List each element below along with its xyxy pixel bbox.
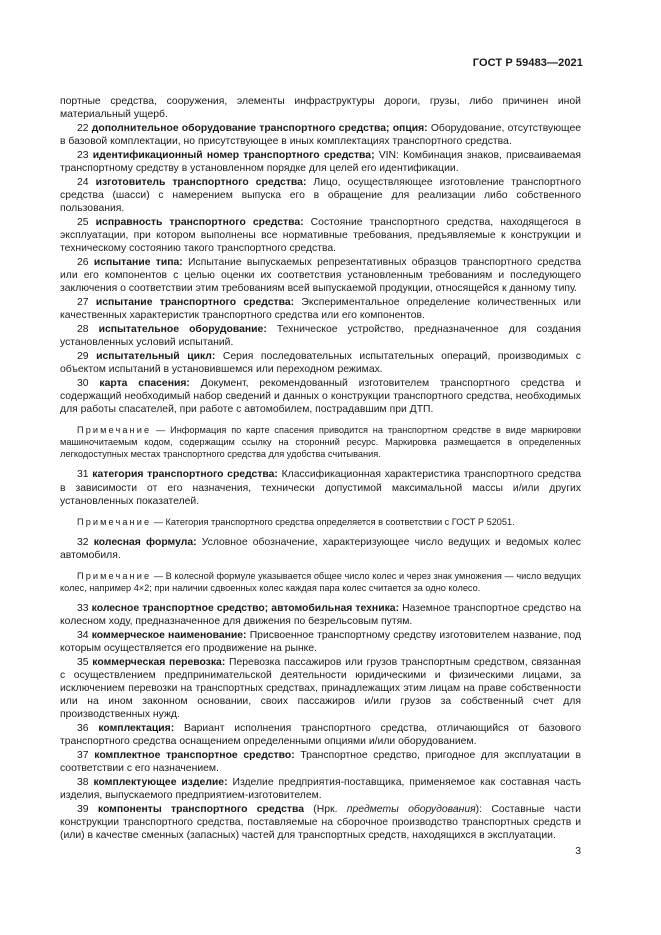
definition-37 <box>60 749 581 775</box>
intro-paragraph: портные средства, сооружения, элементы инфраструктуры дороги, грузы, либо причинен иной материальный ущерб. <box>60 96 581 121</box>
term-name: дополнительное оборудование транспортного средства; опция: <box>91 122 428 134</box>
definition-24 <box>60 176 581 215</box>
definition-30 <box>60 377 581 416</box>
term-definition: Транспортное средство, пригодное для эксплуатации в соответствии с его назначением. <box>60 750 582 775</box>
term-name: карта спасения: <box>99 378 190 390</box>
term-number: 34 <box>77 629 89 641</box>
term-definition: Оборудование, отсутствующее в базовой комплектации, но присутствующее в иных комплектациях транспортного средства. <box>60 122 582 148</box>
term-number: 35 <box>77 656 89 668</box>
definition-33 <box>60 602 581 628</box>
definition-28 <box>60 323 581 349</box>
term-number: 39 <box>77 804 89 816</box>
note-label: Примечание <box>77 570 152 581</box>
page-number: 3 <box>575 846 581 857</box>
term-definition: Классификационная характеристика транспортного средства в зависимости от его назначения, технически допустимой максимальной массы и/или других установленных показателей. <box>60 469 582 507</box>
term-name: идентификационный номер транспортного средства; <box>92 149 375 161</box>
term-definition: Состояние транспортного средства, находящегося в эксплуатации, при котором выполнены все нормативные требования, предъявляемые к конструкции и техническому состоянию такого транспортного средства. <box>60 217 582 255</box>
term-number: 30 <box>77 378 89 390</box>
term-name: компоненты транспортного средства <box>97 804 304 816</box>
term-number: 22 <box>77 122 89 134</box>
note-text: — В колесной формуле указывается общее число колес и через знак умножения — число ведущих колес, например 4×2; при наличии сдвоенных колес каждая пара колес считается за одно колесо. <box>60 570 581 593</box>
term-number: 33 <box>77 602 89 614</box>
term-name: коммерческое наименование: <box>91 629 247 641</box>
definition-32 <box>60 536 581 562</box>
term-definition: Условное обозначение, характеризующее число ведущих и ведомых колес автомобиля. <box>60 536 581 561</box>
term-number: 24 <box>77 176 89 188</box>
term-number: 31 <box>77 469 89 481</box>
term-number: 36 <box>77 723 89 735</box>
term-name: испытание типа: <box>93 257 183 269</box>
term-name: испытательный цикл: <box>96 351 216 363</box>
term-name: испытательное оборудование: <box>98 324 267 336</box>
term-name: колесная формула: <box>93 536 197 548</box>
term-number: 32 <box>77 536 89 548</box>
term-number: 23 <box>77 149 89 161</box>
note-32 <box>60 570 581 594</box>
term-definition: Перевозка пассажиров или грузов транспортным средством, связанная с осуществлением предпринимательской деятельности юридическими и физическими лицами, за исключением перевозки на транспортных средствах, принадлежащих этим лицам на праве собственности или на ином законном основании, своих пассажиров и/или грузов за собственный счет для производственных нужд. <box>60 656 582 721</box>
note-label: Примечание <box>77 425 152 436</box>
term-definition: Серия последовательных испытательных операций, производимых с объектом испытаний в установившемся или переходном режимах. <box>60 351 581 376</box>
term-name: исправность транспортного средства: <box>95 217 304 229</box>
term-definition: Документ, рекомендованный изготовителем транспортного средства и содержащий необходимый набор сведений и данных о конструкции транспортного средства, необходимых для работы спасателей, при работе с автомобилем, пострадавшим при ДТП. <box>60 378 582 416</box>
term-number: 28 <box>77 324 89 336</box>
term-definition: VIN: Комбинация знаков, присваиваемая транспортному средству в установленном порядке для целей его идентификации. <box>60 149 581 175</box>
term-definition: Лицо, осуществляющее изготовление транспортного средства (шасси) с намерением выпуска его в обращение для реализации либо собственного пользования. <box>60 176 582 215</box>
term-definition: Присвоенное транспортному средству изготовителем название, под которым осуществляется его продвижение на рынке. <box>60 629 582 654</box>
definition-25 <box>60 216 581 255</box>
definition-29 <box>60 350 581 376</box>
standard-designation: ГОСТ Р 59483—2021 <box>472 57 583 69</box>
definition-22 <box>60 122 581 148</box>
term-number: 38 <box>77 777 89 789</box>
term-name: колесное транспортное средство; автомобильная техника: <box>91 602 400 614</box>
term-name: категория транспортного средства: <box>92 469 278 481</box>
definition-34 <box>60 629 581 655</box>
definition-27 <box>60 296 581 322</box>
definition-38 <box>60 776 581 802</box>
term-text-italic: предметы оборудования <box>346 804 476 816</box>
note-text: — Категория транспортного средства определяется в соответствии с ГОСТ Р 52051. <box>151 516 515 527</box>
definition-31 <box>60 468 581 507</box>
definition-39 <box>60 803 581 842</box>
term-name: коммерческая перевозка: <box>92 656 226 668</box>
term-name: комплектующее изделие: <box>93 777 228 789</box>
term-definition: Наземное транспортное средство на колесном ходу, предназначенное для движения по безрельсовым путям. <box>60 602 581 627</box>
definition-26 <box>60 256 581 295</box>
note-text: — Информация по карте спасения приводится на транспортном средстве в виде маркировки машиночитаемым кодом, содержащим ссылку на сторонний ресурс. Маркировка размещается в определенных легкодоступных местах транспортного средства для удобства считывания. <box>60 425 581 460</box>
definition-35 <box>60 656 581 721</box>
term-name: комплектное транспортное средство: <box>94 750 295 762</box>
note-31 <box>60 516 581 528</box>
term-text-pre: (Нрк. <box>303 804 347 816</box>
definition-23 <box>60 149 581 175</box>
term-definition: Изделие предприятия-поставщика, применяемое как составная часть изделия, выпускаемого предприятием-изготовителем. <box>60 777 582 802</box>
term-name: испытание транспортного средства: <box>95 297 295 309</box>
term-name: изготовитель транспортного средства: <box>95 176 307 188</box>
term-definition: ): Составные части конструкции транспортного средства, поставляемые на сборочное производство транспортных средств и (или) в качестве сменных (запасных) частей для транспортных средств, находящихся в эксплуатации. <box>60 804 581 842</box>
document-body <box>60 95 581 842</box>
term-number: 27 <box>77 297 89 309</box>
term-definition: Экспериментальное определение количественных или качественных характеристик транспортного средства или его компонентов. <box>60 297 581 322</box>
term-number: 25 <box>77 217 89 229</box>
note-30 <box>60 424 581 460</box>
term-number: 26 <box>77 257 89 269</box>
note-label: Примечание <box>77 516 152 527</box>
term-definition: Испытание выпускаемых репрезентативных образцов транспортного средства или его компонентов с целью оценки их соответствия установленным требованиям и последующего заключения о соответствии этим требованиям всей выпускаемой продукции, относящейся к данному типу. <box>60 257 581 295</box>
term-number: 37 <box>77 750 89 762</box>
term-definition: Техническое устройство, предназначенное для создания установленных условий испытаний. <box>60 324 582 349</box>
term-definition: Вариант исполнения транспортного средства, отличающийся от базового транспортного средства оснащением определенными опциями и/или оборудованием. <box>60 723 581 748</box>
term-name: комплектация: <box>98 723 175 735</box>
definition-36 <box>60 722 581 748</box>
term-number: 29 <box>77 351 89 363</box>
